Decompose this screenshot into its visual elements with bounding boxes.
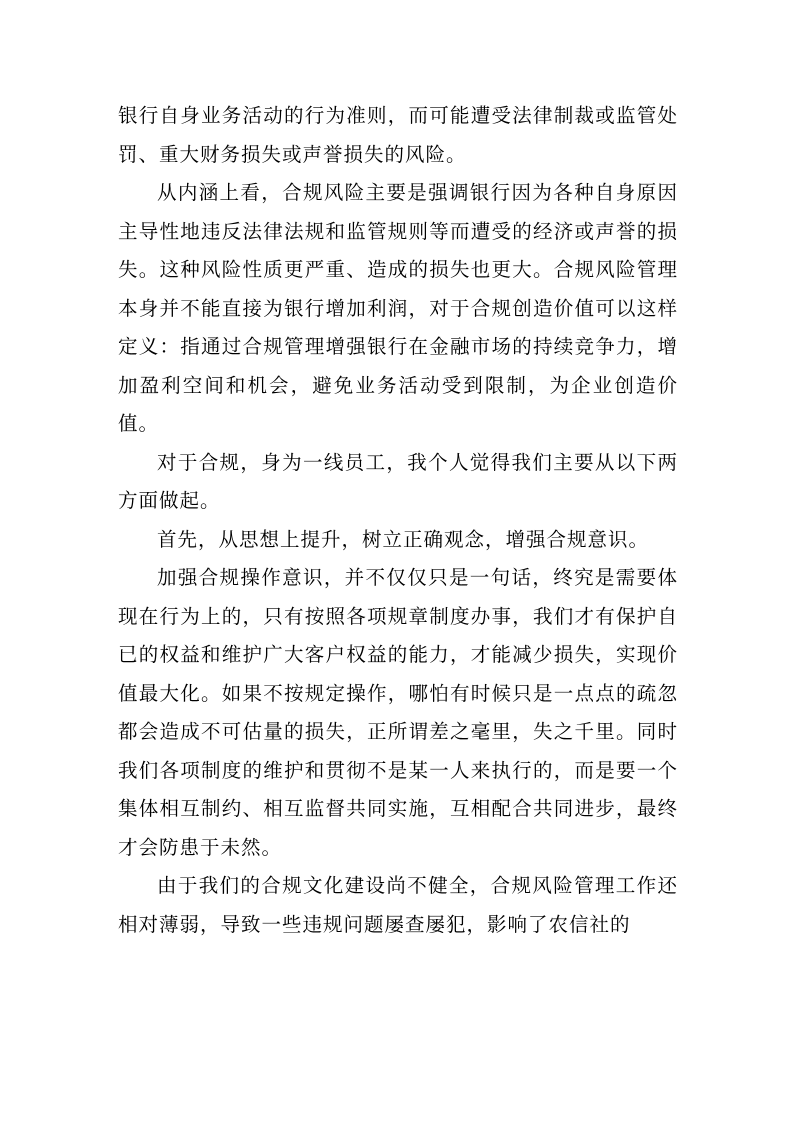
paragraph-4: 首先，从思想上提升，树立正确观念，增强合规意识。 xyxy=(157,527,650,551)
document-body xyxy=(118,97,678,944)
paragraph-2: 从内涵上看，合规风险主要是强调银行因为各种自身原因主导性地违反法律法规和监管规则等而遭受的经济或声誉的损失。这种风险性质更严重、造成的损失也更大。合规风险管理本身并不能直接为银行增加利润，对于合规创造价值可以这样定义：指通过合规管理增强银行在金融市场的持续竞争力，增加盈利空间和机会，避免业务活动受到限制，为企业创造价值。 xyxy=(118,181,678,435)
paragraph-3: 对于合规，身为一线员工，我个人觉得我们主要从以下两方面做起。 xyxy=(118,450,678,512)
paragraph-1: 银行自身业务活动的行为准则，而可能遭受法律制裁或监管处罚、重大财务损失或声誉损失的风险。 xyxy=(118,104,678,166)
paragraph-6: 由于我们的合规文化建设尚不健全，合规风险管理工作还相对薄弱，导致一些违规问题屡查屡犯，影响了农信社的 xyxy=(118,874,678,936)
paragraph-5: 加强合规操作意识，并不仅仅只是一句话，终究是需要体现在行为上的，只有按照各项规章制度办事，我们才有保护自已的权益和维护广大客户权益的能力，才能减少损失，实现价值最大化。如果不按规定操作，哪怕有时候只是一点点的疏忽都会造成不可估量的损失，正所谓差之毫里，失之千里。同时我们各项制度的维护和贯彻不是某一人来执行的，而是要一个集体相互制约、相互监督共同实施，互相配合共同进步，最终才会防患于未然。 xyxy=(118,566,678,859)
